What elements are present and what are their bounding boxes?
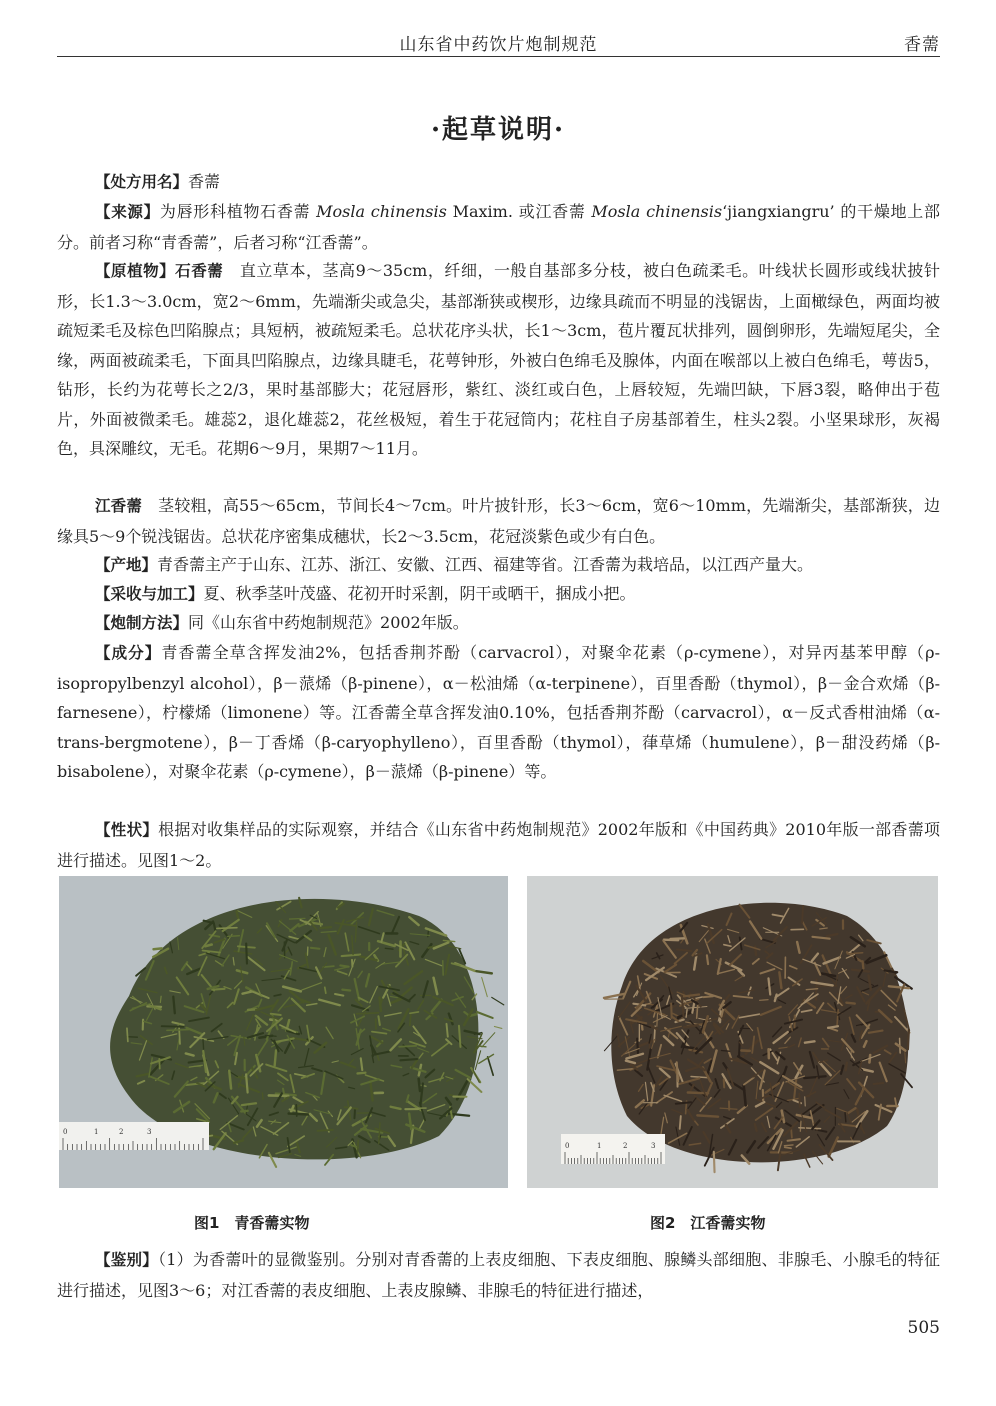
paragraph-label: 【采收与加工】 <box>95 585 204 603</box>
herb-strand <box>863 961 864 968</box>
paragraph-label: 【来源】 <box>95 203 160 221</box>
latin-name: Mosla chinensis <box>591 202 723 221</box>
herb-strand <box>721 1050 729 1051</box>
herb-strand <box>378 1016 379 1025</box>
paragraph-components <box>57 638 940 787</box>
latin-name: Mosla chinensis <box>316 202 447 221</box>
paragraph-characters <box>57 815 940 875</box>
herb-strand <box>173 997 175 1014</box>
herb-strand <box>806 989 817 990</box>
herb-strand <box>755 1124 757 1131</box>
herb-strand <box>217 928 237 929</box>
herb-strand <box>419 1079 420 1091</box>
figure-1-caption: 图1 青香薷实物 <box>194 1214 310 1232</box>
paragraph-label: 【成分】 <box>95 644 162 662</box>
ruler-tick-label: 3 <box>147 1128 152 1136</box>
herb-strand <box>290 918 305 919</box>
herb-strand <box>805 1041 815 1042</box>
herb-strand <box>845 1113 846 1122</box>
paragraph-origin <box>57 550 940 581</box>
ruler-tick-label: 0 <box>63 1128 68 1136</box>
herb-strand <box>680 1116 681 1129</box>
herb-strand <box>212 989 224 990</box>
header-section-title: 香薷 <box>904 35 940 55</box>
herb-strand <box>837 1010 838 1026</box>
figure-2-photo <box>527 876 938 1188</box>
herb-strand <box>357 1013 379 1014</box>
herb-strand <box>361 1058 362 1070</box>
page-title: ·起草说明· <box>430 115 566 145</box>
paragraph-label: 【性状】 <box>95 821 159 839</box>
herb-strand <box>828 1026 838 1028</box>
figure-1-photo <box>59 876 508 1188</box>
herb-strand <box>214 923 215 930</box>
paragraph-label: 【处方用名】 <box>95 173 189 191</box>
herb-strand <box>905 1053 906 1063</box>
herb-strand <box>320 927 331 928</box>
ruler-tick-label: 1 <box>94 1128 99 1136</box>
herb-strand <box>846 1003 854 1004</box>
herb-strand <box>127 1028 128 1041</box>
paragraph-text: ‘jiangxiangru’ 的干燥地上部分。前者习称“青香薷”，后者习称“江香薷”。 <box>57 202 940 252</box>
herb-strand <box>802 906 803 923</box>
herb-strand <box>399 1046 416 1047</box>
paragraph-text: （1）为香薷叶的显微鉴别。分别对青香薷的上表皮细胞、下表皮细胞、腺鳞头部细胞、非腺毛、小腺毛的特征进行描述，见图3～6；对江香薷的表皮细胞、上表皮腺鳞、非腺毛的特征进行描述， <box>57 1250 940 1300</box>
paragraph-text: Maxim. 或江香薷 <box>446 202 592 221</box>
paragraph-processing <box>57 608 940 639</box>
paragraph-label: 【产地】 <box>95 556 158 574</box>
paragraph-text: 香薷 <box>188 172 221 191</box>
herb-strand <box>846 1063 847 1071</box>
herb-strand <box>265 1035 276 1036</box>
paragraph-text: 青香薷全草含挥发油2%，包括香荆芥酚（carvacrol），对聚伞花素（ρ-cymene），对异丙基苯甲醇（ρ-isopropylbenzyl alcohol），β－蒎烯（β-pinene），α－松油烯（α-terpinene），百里香酚（thymol），β－金合欢烯（β-farnesene），柠檬烯（limonene）等。江香薷全草含挥发油0.10%，包括香荆芥酚（carvacrol），α－反式香柑油烯（α-trans-bergmotene），β－丁香烯（β-caryophylleno），百里香酚（thymol），葎草烯（humulene），β－甜没药烯（β-bisabolene），对聚伞花素（ρ-cymene），β－蒎烯（β-pinene）等。 <box>57 643 940 781</box>
herb-strand <box>237 911 238 917</box>
ruler-tick-label: 3 <box>651 1142 656 1150</box>
header-book-title: 山东省中药饮片炮制规范 <box>399 35 598 55</box>
herb-strand <box>311 948 320 949</box>
paragraph-identification <box>57 1245 940 1305</box>
herb-strand <box>707 955 708 964</box>
herb-strand <box>262 1093 263 1099</box>
herb-strand <box>703 996 712 997</box>
header-rule <box>57 56 940 57</box>
herb-strand <box>358 1073 366 1074</box>
paragraph-text: 同《山东省中药炮制规范》2002年版。 <box>188 613 469 632</box>
ruler-tick-label: 2 <box>623 1142 628 1150</box>
ruler-tick-label: 1 <box>597 1142 602 1150</box>
figure-2-caption: 图2 江香薷实物 <box>650 1214 766 1232</box>
paragraph-text: 青香薷主产于山东、江苏、浙江、安徽、江西、福建等省。江香薷为栽培品，以江西产量大。 <box>157 555 814 574</box>
herb-strand <box>400 1059 417 1060</box>
herb-strand <box>739 1041 740 1057</box>
herb-strand <box>289 1114 309 1115</box>
herb-strand <box>342 990 350 991</box>
herb-strand <box>670 938 684 939</box>
herb-strand <box>686 1010 687 1018</box>
herb-strand <box>154 948 162 949</box>
herb-strand <box>791 1129 792 1138</box>
paragraph-original-plant <box>57 256 940 464</box>
paragraph-label: 【鉴别】 <box>95 1251 158 1269</box>
herb-strand <box>637 1039 638 1054</box>
herb-strand <box>241 1111 247 1112</box>
running-header <box>57 26 940 56</box>
herb-strand <box>874 1083 884 1084</box>
herb-strand <box>167 1030 189 1031</box>
herb-strand <box>318 1130 333 1131</box>
herb-strand <box>410 1015 411 1026</box>
paragraph-text: 为唇形科植物石香薷 <box>159 202 317 221</box>
herb-strand <box>671 1003 672 1017</box>
herb-strand <box>340 965 348 966</box>
herb-strand <box>127 1037 137 1038</box>
herb-strand <box>354 1110 355 1119</box>
page-number: 505 <box>907 1318 940 1338</box>
herb-strand <box>446 1024 447 1037</box>
paragraph-harvest <box>57 579 940 610</box>
herb-strand <box>799 1094 800 1107</box>
herb-strand <box>385 948 393 949</box>
paragraph-text: 茎较粗，高55～65cm，节间长4～7cm。叶片披针形，长3～6cm，宽6～10mm，先端渐尖，基部渐狭，边缘具5～9个锐浅锯齿。总状花序密集成穗状，长2～3.5cm，花冠淡紫色或少有白色。 <box>57 496 940 546</box>
herb-strand <box>325 987 326 993</box>
herb-strand <box>800 1121 801 1131</box>
herb-strand <box>785 1147 791 1148</box>
herb-strand <box>228 936 240 937</box>
herb-strand <box>677 1062 678 1081</box>
herb-strand <box>380 997 381 1011</box>
paragraph-jiangxiangru <box>57 491 940 551</box>
herb-strand <box>908 1030 909 1049</box>
herb-strand <box>714 1152 715 1172</box>
paragraph-label: 【炮制方法】 <box>95 614 189 632</box>
ruler-tick-label: 0 <box>565 1142 570 1150</box>
herb-strand <box>760 1000 768 1001</box>
herb-strand <box>203 1040 204 1049</box>
herb-strand <box>162 1026 184 1027</box>
herb-strand <box>205 945 211 947</box>
herb-strand <box>246 1074 248 1092</box>
herb-strand <box>246 944 247 964</box>
paragraph-source <box>57 197 940 257</box>
herb-strand <box>357 1140 358 1153</box>
paragraph-text: 根据对收集样品的实际观察，并结合《山东省中药炮制规范》2002年版和《中国药典》2010年版一部香薷项进行描述。见图1～2。 <box>57 820 940 870</box>
paragraph-prescription-name <box>57 167 940 198</box>
paragraph-label: 【原植物】石香薷 <box>95 262 224 280</box>
paragraph-text: 夏、秋季茎叶茂盛、花初开时采割，阴干或晒干，捆成小把。 <box>203 584 636 603</box>
herb-strand <box>799 1128 821 1129</box>
herb-strand <box>697 1115 718 1116</box>
herb-strand <box>275 1050 276 1065</box>
paragraph-label: 江香薷 <box>95 497 143 515</box>
herb-strand <box>784 1145 793 1146</box>
herb-strand <box>160 996 161 1002</box>
ruler-tick-label: 2 <box>119 1128 124 1136</box>
paragraph-text: 直立草本，茎高9～35cm，纤细，一般自基部多分枝，被白色疏柔毛。叶线状长圆形或线状披针形，长1.3～3.0cm，宽2～6mm，先端渐尖或急尖，基部渐狭或楔形，边缘具疏而不明显的浅锯齿，上面橄绿色，两面均被疏短柔毛及棕色凹陷腺点；具短柄，被疏短柔毛。总状花序头状，长1～3cm，苞片覆瓦状排列，圆倒卵形，先端短尾尖，全缘，两面被疏柔毛，下面具凹陷腺点，边缘具睫毛，花萼钟形，外被白色绵毛及腺体，内面在喉部以上被白色绵毛，萼齿5，钻形，长约为花萼长之2/3，果时基部膨大；花冠唇形，紫红、淡红或白色，上唇较短，先端凹缺，下唇3裂，略伸出于苞片，外面被微柔毛。雄蕊2，退化雄蕊2，花丝极短，着生于花冠筒内；花柱自子房基部着生，柱头2裂。小坚果球形，灰褐色，具深雕纹，无毛。花期6～9月，果期7～11月。 <box>57 261 940 458</box>
